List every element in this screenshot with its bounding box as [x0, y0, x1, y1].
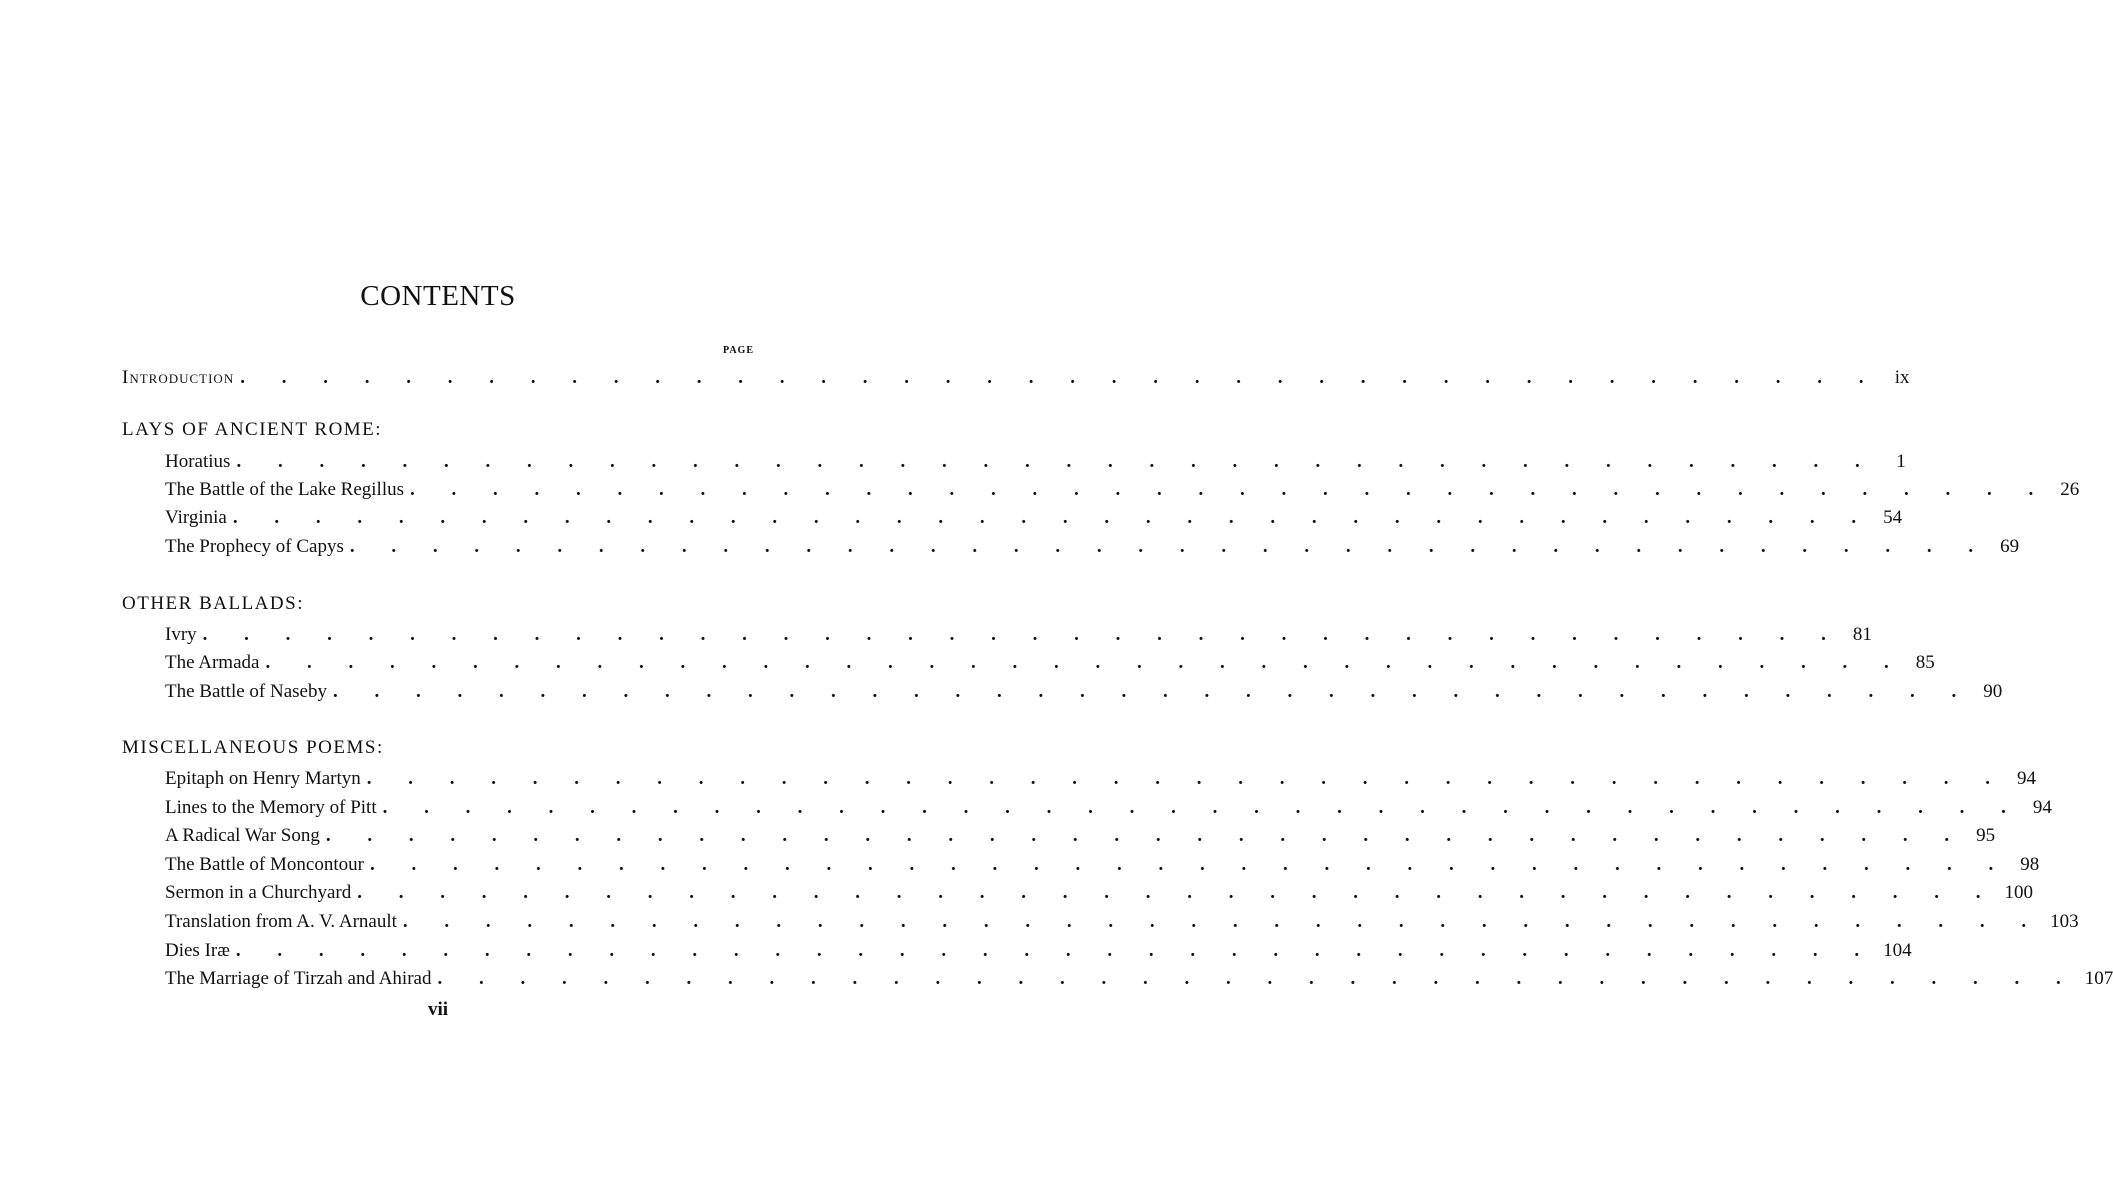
- entry-title: The Battle of Naseby: [165, 681, 327, 702]
- page-number: ix: [1894, 367, 1910, 388]
- entry-title: The Battle of the Lake Regillus: [165, 479, 405, 500]
- page-number: 54: [1883, 507, 1903, 528]
- toc-entry[interactable]: [165, 795, 2052, 821]
- toc-entry[interactable]: [165, 766, 2037, 792]
- toc-entry[interactable]: [165, 966, 2113, 992]
- entry-title: Lines to the Memory of Pitt: [165, 797, 377, 818]
- leader-dots: . . . . . . . . . . . . . . . . . . . . . . . . . . . . . . . . . . . . . . . .: [235, 940, 1876, 961]
- entry-title: The Prophecy of Capys: [165, 536, 344, 557]
- toc-entry[interactable]: [165, 823, 1996, 849]
- page-folio: vii: [427, 999, 449, 1020]
- page-number: 81: [1852, 624, 1872, 645]
- entry-title: Virginia: [165, 507, 227, 528]
- page-number: 69: [2000, 536, 2020, 557]
- page-column-label: PAGE: [722, 345, 754, 356]
- toc-entry[interactable]: [165, 909, 2079, 935]
- page-number: 26: [2060, 479, 2080, 500]
- leader-dots: . . . . . . . . . . . . . . . . . . . . . . . . . . . . . . . . . . . . . . . .: [357, 882, 1997, 903]
- page-number: 85: [1915, 652, 1935, 673]
- page-title: CONTENTS: [360, 280, 516, 312]
- leader-dots: . . . . . . . . . . . . . . . . . . . . . . . . . . . . . . . . . . . . . . . .: [265, 652, 1905, 673]
- page-number: 100: [2004, 882, 2034, 903]
- page-number: 94: [2017, 768, 2037, 789]
- leader-dots: . . . . . . . . . . . . . . . . . . . . . . . . . . . . . . . . . . . . . . . .: [349, 536, 1990, 557]
- leader-dots: . . . . . . . . . . . . . . . . . . . . . . . . . . . . . . . . . . . . . . . .: [236, 451, 1876, 472]
- leader-dots: . . . . . . . . . . . . . . . . . . . . . . . . . . . . . . . . . . . . . . . .: [332, 681, 1973, 702]
- entry-title: Horatius: [165, 451, 231, 472]
- toc-entry-introduction[interactable]: [122, 365, 1910, 391]
- page-number: 107: [2084, 968, 2113, 989]
- leader-dots: . . . . . . . . . . . . . . . . . . . . . . . . . . . . . . . . . . . . . . . .: [202, 624, 1842, 645]
- toc-entry[interactable]: [165, 852, 2040, 878]
- leader-dots: . . . . . . . . . . . . . . . . . . . . . . . . . . . . . . . . . . . . . . . .: [410, 479, 2050, 500]
- leader-dots: . . . . . . . . . . . . . . . . . . . . . . . . . . . . . . . . . . . . . . . .: [369, 854, 2010, 875]
- leader-dots: . . . . . . . . . . . . . . . . . . . . . . . . . . . . . . . . . . . . . . . .: [382, 797, 2022, 818]
- page-number: 90: [1983, 681, 2003, 702]
- entry-title: Epitaph on Henry Martyn: [165, 768, 361, 789]
- toc-entry[interactable]: [165, 477, 2080, 503]
- entry-title: The Marriage of Tirzah and Ahirad: [165, 968, 432, 989]
- page-number: 94: [2032, 797, 2052, 818]
- toc-entry[interactable]: [165, 679, 2003, 705]
- section-heading: MISCELLANEOUS POEMS:: [122, 737, 384, 758]
- section-heading: OTHER BALLADS:: [122, 593, 304, 614]
- toc-entry[interactable]: [165, 938, 1912, 964]
- leader-dots: . . . . . . . . . . . . . . . . . . . . . . . . . . . . . . . . . . . . . . . .: [232, 507, 1873, 528]
- toc-entry[interactable]: [165, 622, 1872, 648]
- toc-entry[interactable]: [165, 505, 1903, 531]
- entry-title: The Armada: [165, 652, 260, 673]
- entry-title: Dies Iræ: [165, 940, 230, 961]
- section-heading: LAYS OF ANCIENT ROME:: [122, 419, 383, 440]
- leader-dots: . . . . . . . . . . . . . . . . . . . . . . . . . . . . . . . . . . . . . . . .: [437, 968, 2077, 989]
- toc-entry[interactable]: [165, 650, 1935, 676]
- entry-title: Ivry: [165, 624, 197, 645]
- page-number: 98: [2020, 854, 2040, 875]
- toc-entry[interactable]: [165, 534, 2020, 560]
- entry-title: Translation from A. V. Arnault: [165, 911, 397, 932]
- leader-dots: . . . . . . . . . . . . . . . . . . . . . . . . . . . . . . . . . . . . . . . .: [325, 825, 1966, 846]
- toc-entry[interactable]: [165, 880, 2034, 906]
- entry-title: Sermon in a Churchyard: [165, 882, 352, 903]
- leader-dots: . . . . . . . . . . . . . . . . . . . . . . . . . . . . . . . . . . . . . . . .: [402, 911, 2043, 932]
- page-number: 103: [2050, 911, 2079, 932]
- leader-dots: . . . . . . . . . . . . . . . . . . . . . . . . . . . . . . . . . . . . . . . .: [366, 768, 2007, 789]
- leader-dots: . . . . . . . . . . . . . . . . . . . . . . . . . . . . . . . . . . . . . . . .: [240, 367, 1880, 388]
- page-number: 95: [1976, 825, 1996, 846]
- entry-title: Introduction: [122, 367, 235, 388]
- page-number: 1: [1896, 451, 1906, 472]
- toc-entry[interactable]: [165, 449, 1906, 475]
- page-number: 104: [1883, 940, 1912, 961]
- entry-title: The Battle of Moncontour: [165, 854, 364, 875]
- entry-title: A Radical War Song: [165, 825, 320, 846]
